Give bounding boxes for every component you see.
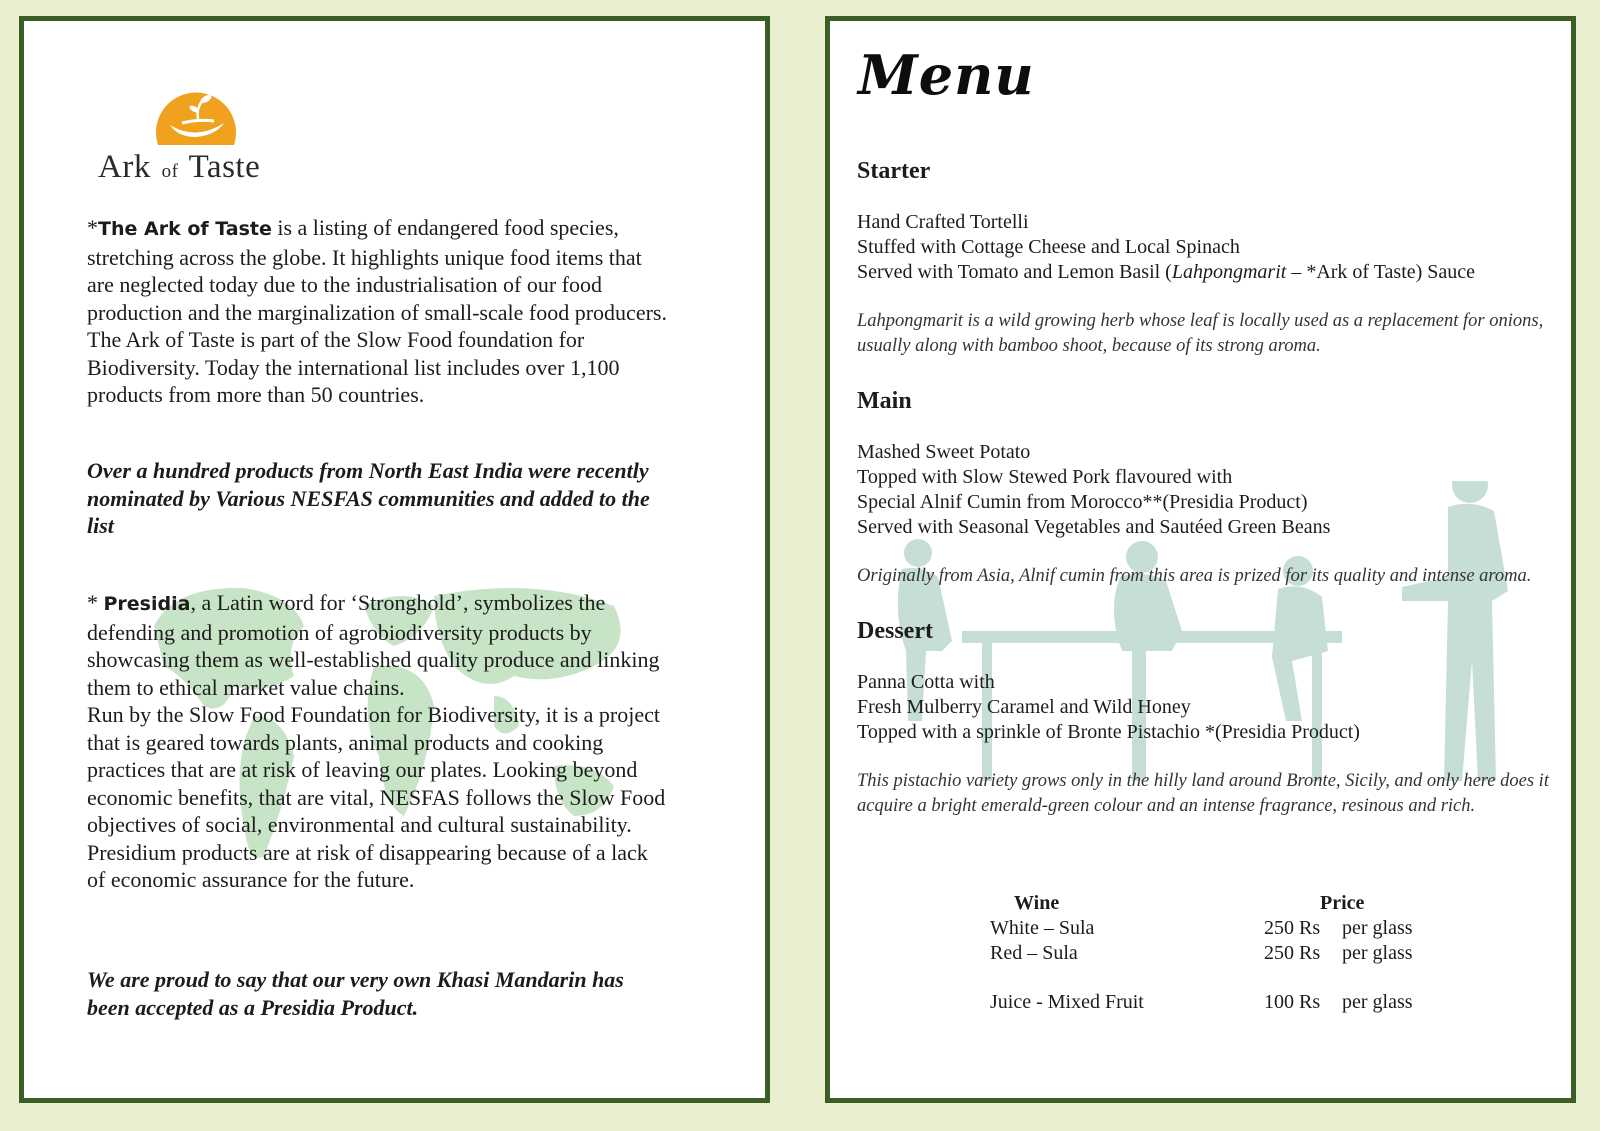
presidia-risk-text: Presidium products are at risk of disappearing because of a lack of economic assurance for the future. xyxy=(87,839,648,892)
dish-line: Panna Cotta with xyxy=(857,671,995,693)
dish-line: Served with Tomato and Lemon Basil (Lahpongmarit – *Ark of Taste) Sauce xyxy=(857,261,1476,283)
drink-price: 100 Rs xyxy=(1264,991,1321,1013)
dessert-heading: Dessert xyxy=(857,618,933,644)
dish-line: Served with Seasonal Vegetables and Sautéed Green Beans xyxy=(857,516,1331,538)
left-page xyxy=(19,16,770,1103)
dish-line: Stuffed with Cottage Cheese and Local Spinach xyxy=(857,236,1240,258)
dish-line: Mashed Sweet Potato xyxy=(857,441,1031,463)
khasi-mandarin-note: We are proud to say that our very own Khasi Mandarin has been accepted as a Presidia Product. xyxy=(87,967,624,1020)
presidia-brand-name: Presidia xyxy=(103,593,191,615)
dish-note: Originally from Asia, Alnif cumin from this area is prized for its quality and intense aroma. xyxy=(857,566,1532,586)
menu-body xyxy=(857,159,1557,849)
dish-line: Special Alnif Cumin from Morocco**(Presidia Product) xyxy=(857,491,1308,513)
ark-of-taste-logo xyxy=(98,83,298,193)
price-column-header: Price xyxy=(1320,892,1365,914)
drink-row xyxy=(990,916,1510,941)
dish-note: This pistachio variety grows only in the hilly land around Bronte, Sicily, and only here does it acquire a bright emerald-green colour and an intense fragrance, resinous and rich. xyxy=(857,771,1549,816)
ark-bowl-icon xyxy=(154,83,238,149)
starter-section xyxy=(857,159,1557,359)
menu-page xyxy=(825,16,1576,1103)
drink-row xyxy=(990,941,1510,966)
presidia-slow-food-text: Run by the Slow Food Foundation for Biodiversity, it is a project that is geared towards plants, animal products and cooking practices that are at risk of leaving our plates. Looking beyond economic benefits, that are vital, NESFAS follows the Slow Food objectives of social, environmental and cultural sustainability. xyxy=(87,702,666,837)
ark-intro-paragraph: *The Ark of Taste is a listing of endangered food species, stretching across the globe. It highlights unique food items that are neglected today due to the industrialisation of our food production and the marginalization of small-scale food producers. The Ark of Taste is part of the Slow Food foundation for Biodiversity. Today the international list includes over 1,100 products from more than 50 countries. xyxy=(87,215,667,407)
wine-column-header: Wine xyxy=(1014,892,1060,914)
presidia-paragraph: * Presidia, a Latin word for ‘Stronghold’, symbolizes the defending and promotion of agrobiodiversity products by showcasing them as well-established quality produce and linking them to ethical market value chains. Run by the Slow Food Foundation for Biodiversity, it is a project that is geared towards plants, animal products and cooking practices that are at risk of leaving our plates. Looking beyond economic benefits, that are vital, NESFAS follows the Slow Food objectives of social, environmental and cultural sustainability. Presidium products are at risk of disappearing because of a lack of economic assurance for the future. xyxy=(87,590,666,892)
main-section xyxy=(857,389,1557,589)
drinks-header xyxy=(990,891,1510,916)
dessert-section xyxy=(857,619,1557,819)
dish-line: Fresh Mulberry Caramel and Wild Honey xyxy=(857,696,1191,718)
menu-title: Menu xyxy=(858,43,1035,107)
starter-heading: Starter xyxy=(857,158,931,184)
drink-name: Juice - Mixed Fruit xyxy=(990,991,1144,1013)
logo-wordmark: Ark of Taste xyxy=(98,149,261,185)
dish-line: Topped with a sprinkle of Bronte Pistachio *(Presidia Product) xyxy=(857,721,1360,743)
main-heading: Main xyxy=(857,388,912,414)
drink-unit: per glass xyxy=(1342,991,1413,1013)
drink-row xyxy=(990,990,1510,1015)
drink-unit: per glass xyxy=(1342,942,1413,964)
ark-brand-name: The Ark of Taste xyxy=(98,218,272,240)
drinks-list xyxy=(990,891,1510,1015)
dish-note: Lahpongmarit is a wild growing herb whose leaf is locally used as a replacement for onions, usually along with bamboo shoot, because of its strong aroma. xyxy=(857,311,1544,356)
drink-unit: per glass xyxy=(1342,917,1413,939)
drink-price: 250 Rs xyxy=(1264,917,1321,939)
drink-name: White – Sula xyxy=(990,917,1095,939)
drink-price: 250 Rs xyxy=(1264,942,1321,964)
dish-line: Topped with Slow Stewed Pork flavoured with xyxy=(857,466,1233,488)
dish-line: Hand Crafted Tortelli xyxy=(857,211,1029,233)
drink-name: Red – Sula xyxy=(990,942,1078,964)
ne-india-note: Over a hundred products from North East India were recently nominated by Various NESFAS communities and added to the list xyxy=(87,458,650,538)
